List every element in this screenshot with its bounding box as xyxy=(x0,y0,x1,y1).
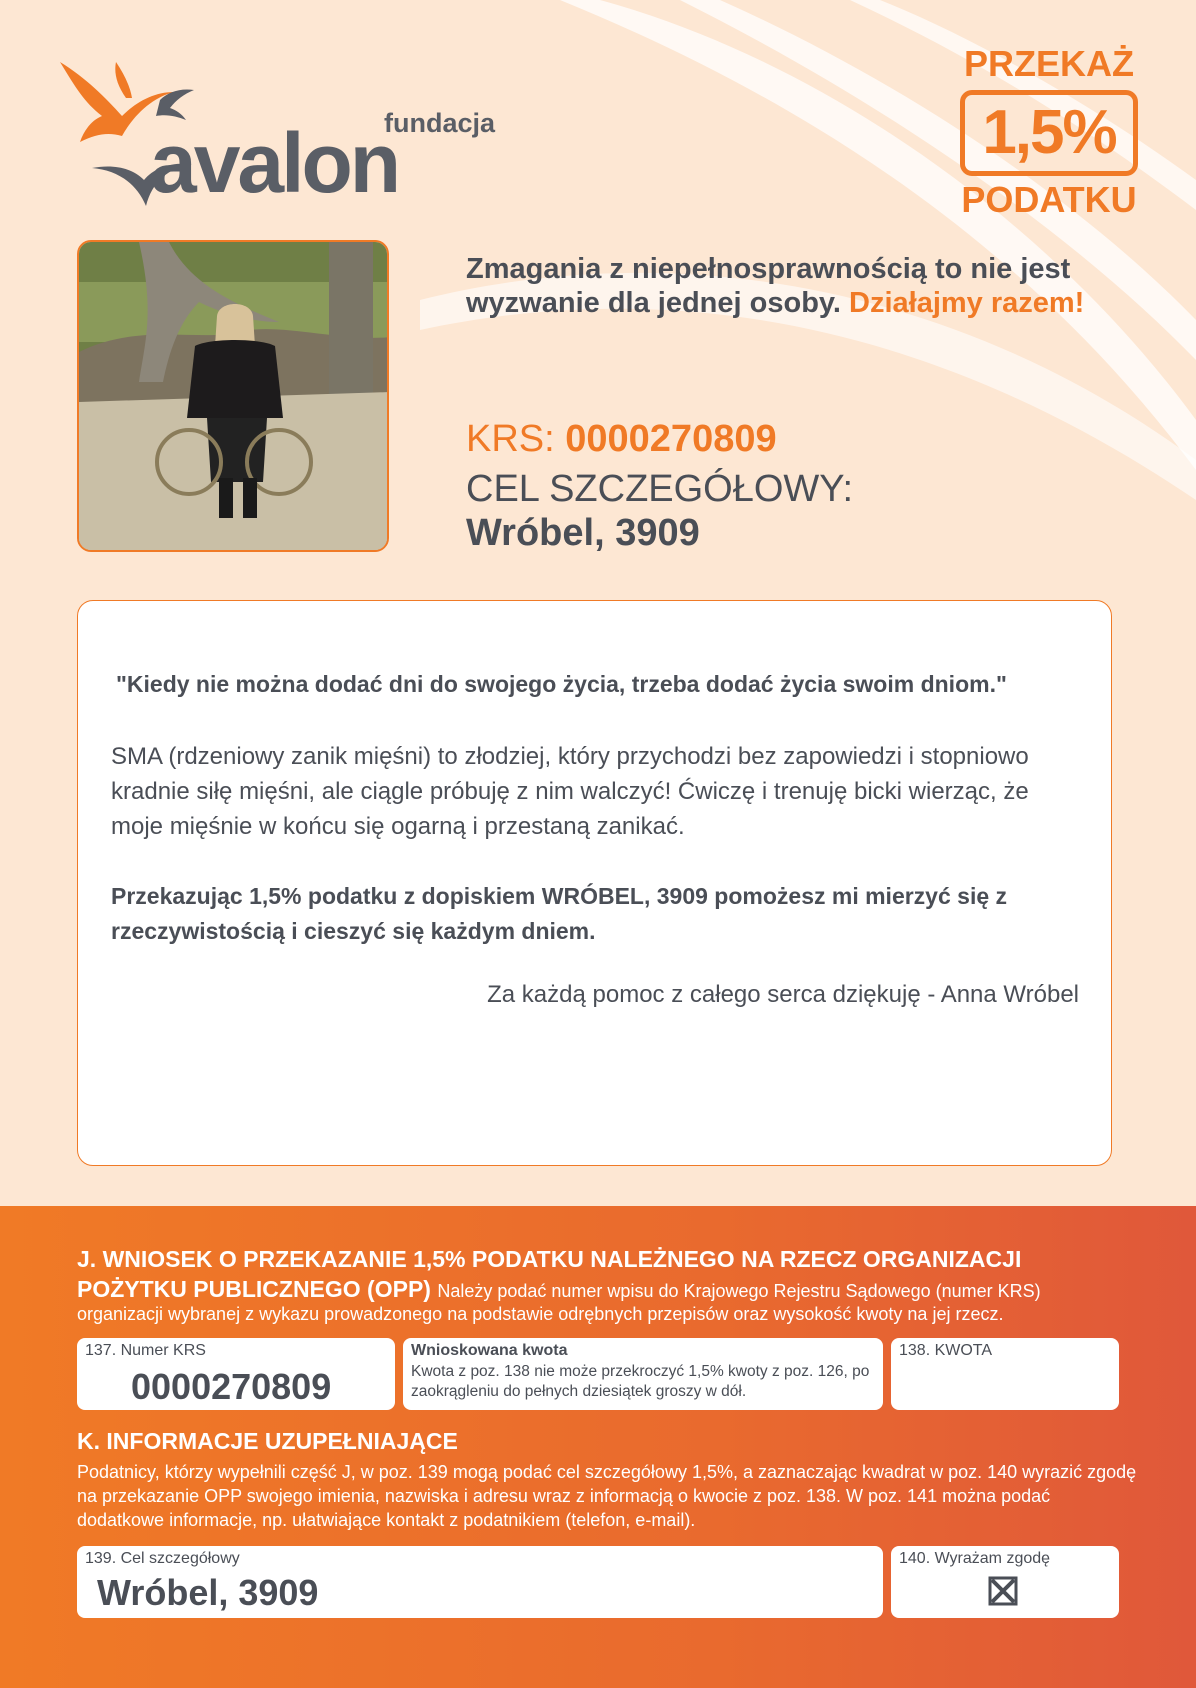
amount-field[interactable] xyxy=(891,1338,1119,1410)
signature: Za każdą pomoc z całego serca dziękuję - Anna Wróbel xyxy=(487,981,1079,1008)
headline-accent: Działajmy razem! xyxy=(849,287,1085,319)
portrait-photo xyxy=(77,240,389,552)
consent-field[interactable] xyxy=(891,1546,1119,1618)
consent-field-label: 140. Wyrażam zgodę xyxy=(899,1550,1051,1567)
krs-line xyxy=(466,418,777,461)
krs-label: KRS: xyxy=(466,418,555,460)
appeal-paragraph: Przekazując 1,5% podatku z dopiskiem WRÓBEL, 3909 pomożesz mi mierzyć się z rzeczywistością i cieszyć się każdym dniem. xyxy=(111,883,1008,944)
logo-title: avalon xyxy=(150,116,399,210)
goal-field-label: 139. Cel szczegółowy xyxy=(85,1550,240,1567)
logo-subtitle: fundacja xyxy=(384,108,496,138)
badge-percent: 1,5% xyxy=(960,90,1138,176)
amount-field-label: 138. KWOTA xyxy=(899,1342,993,1359)
section-k-title: K. INFORMACJE UZUPEŁNIAJĄCE xyxy=(77,1428,458,1454)
story-paragraph: SMA (rdzeniowy zanik mięśni) to złodziej, który przychodzi bez zapowiedzi i stopniowo kradnie siłę mięśni, ale ciągle próbuję z nim walczyć! Ćwiczę i trenuję bicki wierząc, że moje mięśnie w końcu się ogarną i przestaną zanikać. xyxy=(111,743,1029,840)
cel-value: Wróbel, 3909 xyxy=(466,512,700,554)
tax-badge xyxy=(956,44,1142,220)
krs-value: 0000270809 xyxy=(565,418,777,460)
section-j-title xyxy=(77,1244,1137,1306)
amount-note: Kwota z poz. 138 nie może przekroczyć 1,5% kwoty z poz. 126, po zaokrągleniu do pełnych dziesiątek groszy w dół. xyxy=(411,1363,870,1400)
krs-number-field[interactable] xyxy=(77,1338,395,1410)
krs-field-value: 0000270809 xyxy=(131,1366,332,1407)
section-j-desc: organizacji wybranej z wykazu prowadzonego na podstawie odrębnych przepisów oraz wysokość kwoty na jej rzecz. xyxy=(77,1304,1004,1324)
goal-field[interactable] xyxy=(77,1546,883,1618)
story-card xyxy=(77,600,1112,1166)
cel-label: CEL SZCZEGÓŁOWY: xyxy=(466,468,854,510)
headline xyxy=(466,252,1146,320)
tax-form-section xyxy=(0,1206,1196,1688)
checked-box-icon[interactable] xyxy=(988,1576,1018,1606)
amount-label: Wnioskowana kwota xyxy=(411,1342,568,1359)
goal-field-value: Wróbel, 3909 xyxy=(97,1572,319,1613)
badge-top: PRZEKAŻ xyxy=(964,43,1134,84)
headline-text: Zmagania z niepełnosprawnością to nie jest wyzwanie dla jednej osoby. xyxy=(466,253,1071,319)
krs-field-label: 137. Numer KRS xyxy=(85,1342,206,1359)
section-k-desc: Podatnicy, którzy wypełnili część J, w poz. 139 mogą podać cel szczegółowy 1,5%, a zaznaczając kwadrat w poz. 140 wyrazić zgodę na przekazanie OPP swojego imienia, nazwiska i adresu wraz z informacją o kwocie z poz. 138. W poz. 141 można podać dodatkowe informacje, np. ułatwiające kontakt z podatnikiem (telefon, e-mail). xyxy=(77,1462,1137,1530)
section-j-heading: J. WNIOSEK O PRZEKAZANIE 1,5% PODATKU NALEŻNEGO NA RZECZ ORGANIZACJI POŻYTKU PUBLICZNEGO (OPP) xyxy=(77,1246,1022,1302)
section-j-desc-inline: Należy podać numer wpisu do Krajowego Rejestru Sądowego (numer KRS) xyxy=(437,1281,1041,1301)
photo-illustration xyxy=(79,242,389,552)
quote: "Kiedy nie można dodać dni do swojego życia, trzeba dodać życia swoim dniom." xyxy=(116,671,1007,697)
badge-bottom: PODATKU xyxy=(961,179,1137,220)
amount-info-box xyxy=(403,1338,883,1410)
